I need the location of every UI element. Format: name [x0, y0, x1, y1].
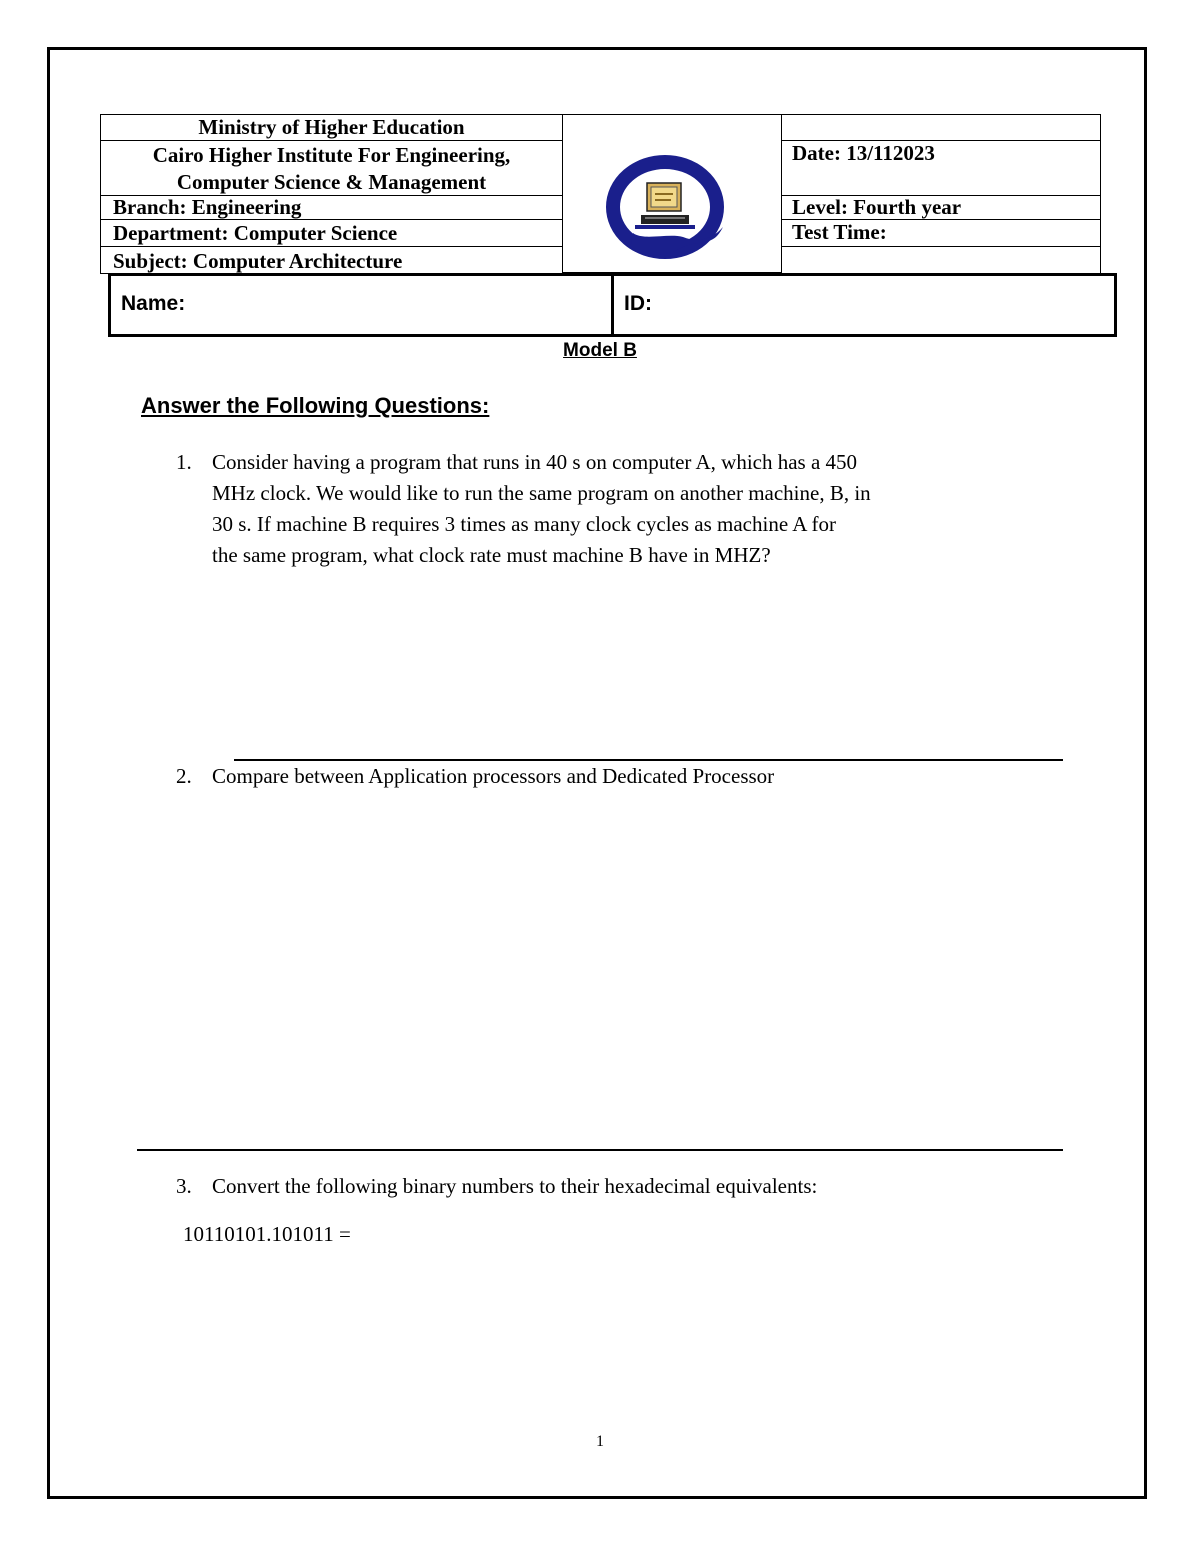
question-1-text [212, 447, 972, 571]
question-1-line: Consider having a program that runs in 40 s on computer A, which has a 450 [212, 450, 858, 474]
logo-cell [562, 114, 782, 273]
instructions-heading: Answer the Following Questions: [141, 393, 490, 418]
answer-divider-2 [137, 1149, 1063, 1151]
institute-logo [563, 115, 783, 274]
right-bottom-cell [781, 246, 1101, 274]
question-3-expression: 10110101.101011 = [183, 1222, 351, 1246]
department-text: Department: Computer Science [113, 221, 398, 245]
question-1-number: 1. [176, 450, 192, 474]
institute-cell [100, 140, 563, 196]
logo-keyboard [641, 215, 689, 224]
question-2-number: 2. [176, 764, 192, 788]
subject-cell [100, 246, 563, 274]
page-number: 1 [596, 1433, 604, 1450]
subject-text: Subject: Computer Architecture [113, 249, 403, 273]
institute-line1: Cairo Higher Institute For Engineering, [152, 143, 511, 167]
question-1-line: 30 s. If machine B requires 3 times as many clock cycles as machine A for [212, 512, 836, 536]
ministry-cell [100, 114, 563, 141]
question-3-text: Convert the following binary numbers to their hexadecimal equivalents: [212, 1174, 818, 1198]
branch-text: Branch: Engineering [113, 195, 302, 219]
date-cell [781, 140, 1101, 196]
test-time-text: Test Time: [792, 220, 887, 244]
logo-screen [651, 187, 677, 207]
question-2-text: Compare between Application processors and Dedicated Processor [212, 764, 775, 788]
name-label: Name: [121, 292, 186, 315]
branch-cell [100, 195, 563, 220]
question-3-number: 3. [176, 1174, 192, 1198]
institute-line2: Computer Science & Management [176, 170, 487, 194]
test-time-cell [781, 219, 1101, 247]
level-cell [781, 195, 1101, 220]
name-field[interactable] [108, 273, 614, 337]
date-text: Date: 13/112023 [792, 141, 935, 165]
id-field[interactable] [611, 273, 1117, 337]
ministry-text: Ministry of Higher Education [198, 115, 465, 139]
department-cell [100, 219, 563, 247]
model-title: Model B [563, 340, 637, 361]
id-label: ID: [624, 292, 652, 315]
question-1-line: MHz clock. We would like to run the same program on another machine, B, in [212, 481, 871, 505]
right-top-cell [781, 114, 1101, 141]
question-1-line: the same program, what clock rate must machine B have in MHZ? [212, 543, 771, 567]
level-text: Level: Fourth year [792, 195, 962, 219]
